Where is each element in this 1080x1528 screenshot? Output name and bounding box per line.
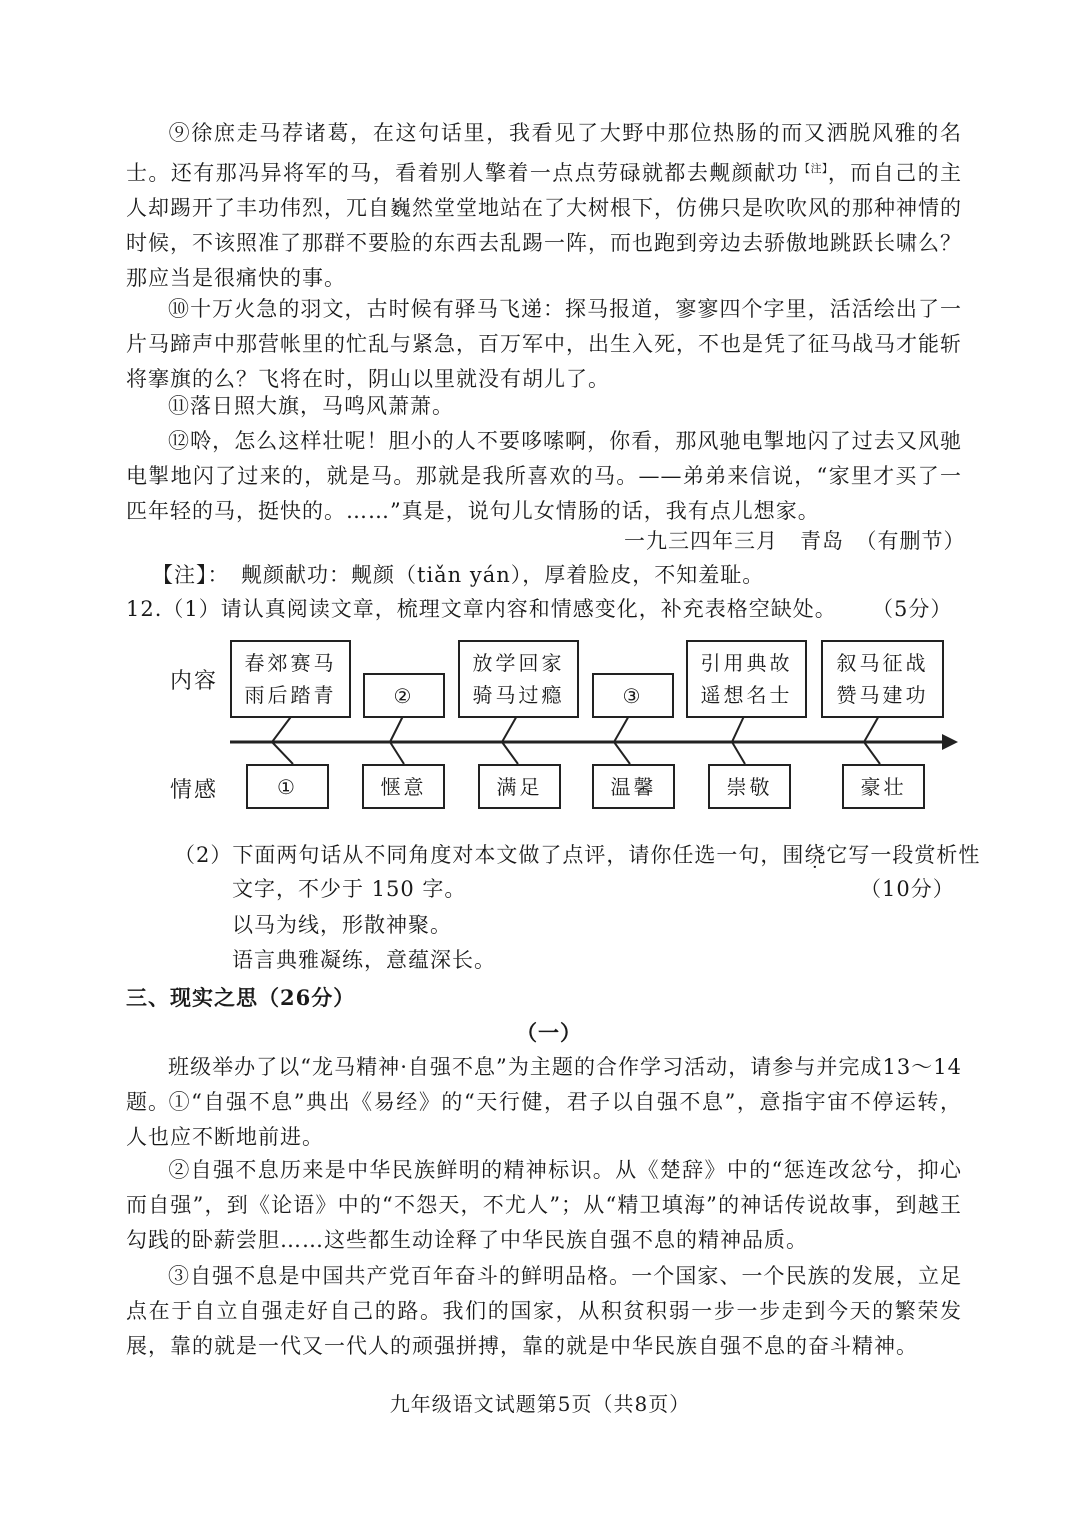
branch-2 (390, 714, 404, 764)
content-box-2-label: ② (393, 683, 415, 708)
content-box-3-line2: 骑马过瘾 (472, 683, 565, 707)
p9-rest: ，而自己的主人却踢开了丰功伟烈，兀自巍然堂堂地站在了大树根下，仿佛只是吹吹风的那种神情的时候，不该照准了那群不要脸的东西去乱踢一阵，而也跑到旁边去骄傲地跳跃长啸么？那应当是很痛快的事。 (126, 161, 963, 290)
q12-part2-line1 (174, 838, 980, 873)
content-box-2-blank (363, 673, 445, 718)
section-3-s2-text: ②自强不息历来是中华民族鲜明的精神标识。从《楚辞》中的“惩连改忿兮，抑心而自强”，到《论语》中的“不怨天，不尤人”；从“精卫填海”的神话传说故事，到越王勾践的卧薪尝胆……这些都生动诠释了中华民族自强不息的精神品质。 (126, 1158, 962, 1252)
section-3-s3-text: ③自强不息是中国共产党百年奋斗的鲜明品格。一个国家、一个民族的发展，立足点在于自立自强走好自己的路。我们的国家，从积贫积弱一步一步走到今天的繁荣发展，靠的就是一代又一代人的顽强拼搏，靠的就是中华民族自强不息的奋斗精神。 (126, 1264, 962, 1358)
row-label-emotion: 情感 (170, 778, 219, 803)
branch-6 (864, 714, 880, 764)
p12-text: ⑫唥，怎么这样壮呢！胆小的人不要哆嗦啊，你看，那风驰电掣地闪了过去又风驰电掣地闪了过来的，就是马。那就是我所喜欢的马。——弟弟来信说，“家里才买了一匹年轻的马，挺快的。……”真是，说句儿女情肠的话，我有点儿想家。 (126, 429, 962, 523)
content-box-6 (821, 640, 944, 718)
branch-1 (272, 714, 293, 764)
content-box-4-blank (592, 673, 674, 718)
branch-5 (732, 714, 745, 764)
content-box-1 (230, 640, 351, 718)
emotion-box-2: 惬意 (362, 764, 445, 809)
note-marker: 【注】 (799, 162, 828, 175)
q12-option-2: 语言典雅凝练，意蕴深长。 (232, 948, 496, 972)
row-label-content: 内容 (170, 669, 219, 694)
p10-text: ⑩十万火急的羽文，古时候有驿马飞递：探马报道，寥寥四个字里，活活绘出了一片马蹄声中那营帐里的忙乱与紧急，百万军中，出生入死，不也是凭了征马战马才能斩将搴旗的么？飞将在时，阴山以里就没有胡儿了。 (126, 297, 962, 391)
p9-text: ⑨徐庶走马荐诸葛，在这句话里，我看见了大野中那位热肠的而又洒脱风雅的名士。还有那冯异将军的马，看着别人擎着一点点劳碌就都去觍颜献功 (126, 121, 962, 185)
section-3-sub: （一） (516, 1020, 582, 1045)
q12-part2-a: （2）下面两句话从不同角度对本文做了点评，请你任选一句， (174, 843, 783, 867)
paragraph-12 (126, 424, 962, 529)
content-box-4-label: ③ (622, 683, 644, 708)
page-footer: 九年级语文试题第5页（共8页） (389, 1392, 691, 1416)
emotion-box-3: 满足 (478, 764, 561, 809)
content-box-5 (686, 640, 807, 718)
paragraph-10 (126, 292, 962, 397)
paragraph-9 (126, 116, 962, 296)
section-3-s1-text: ①“自强不息”典出《易经》的“天行健，君子以自强不息”，意指宇宙不停运转，人也应不断地前进。 (126, 1090, 962, 1149)
emotion-box-5: 崇敬 (708, 764, 791, 809)
content-box-5-line2: 遥想名士 (700, 683, 793, 707)
passage-date: 一九三四年三月 青岛 （有删节） (624, 529, 966, 553)
emotion-box-1-blank: ① (246, 764, 329, 809)
q12-part2-line2: 文字，不少于 150 字。 (232, 877, 467, 901)
q12-option-1: 以马为线，形散神聚。 (232, 913, 452, 937)
section-3-s1 (126, 1085, 962, 1155)
content-box-1-line2: 雨后踏青 (244, 683, 337, 707)
q12-part1: 12.（1）请认真阅读文章，梳理文章内容和情感变化，补充表格空缺处。 (126, 597, 837, 621)
content-box-3-line1: 放学回家 (472, 651, 565, 675)
q12-part1-score: （5分） (872, 597, 953, 621)
content-box-6-line2: 赞马建功 (836, 683, 929, 707)
content-box-6-line1: 叙马征战 (836, 651, 929, 675)
passage-note: 【注】： 觍颜献功：觍颜（tiǎn yán），厚着脸皮，不知羞耻。 (152, 563, 765, 587)
emotion-box-4: 温馨 (592, 764, 675, 809)
branch-3 (502, 714, 518, 764)
branch-4 (614, 714, 630, 764)
section-3-heading: 三、现实之思（26分） (126, 985, 356, 1010)
section-3-intro-text: 班级举办了以“龙马精神·自强不息”为主题的合作学习活动，请参与并完成13～14题。 (126, 1055, 962, 1114)
p11-text: ⑪落日照大旗，马鸣风萧萧。 (168, 394, 454, 418)
content-box-3 (458, 640, 579, 718)
q12-part2-score: （10分） (860, 877, 955, 901)
content-box-1-line1: 春郊赛马 (244, 651, 337, 675)
emotion-box-6: 豪壮 (842, 764, 925, 809)
content-box-5-line1: 引用典故 (700, 651, 793, 675)
q12-part2-emphasis: 围绕它 (782, 843, 849, 867)
paragraph-11 (126, 389, 962, 424)
section-3-s3 (126, 1259, 962, 1364)
q12-part2-b: 写一段赏析性 (848, 843, 981, 867)
timeline-arrow-head (942, 734, 958, 750)
section-3-s2 (126, 1153, 962, 1258)
